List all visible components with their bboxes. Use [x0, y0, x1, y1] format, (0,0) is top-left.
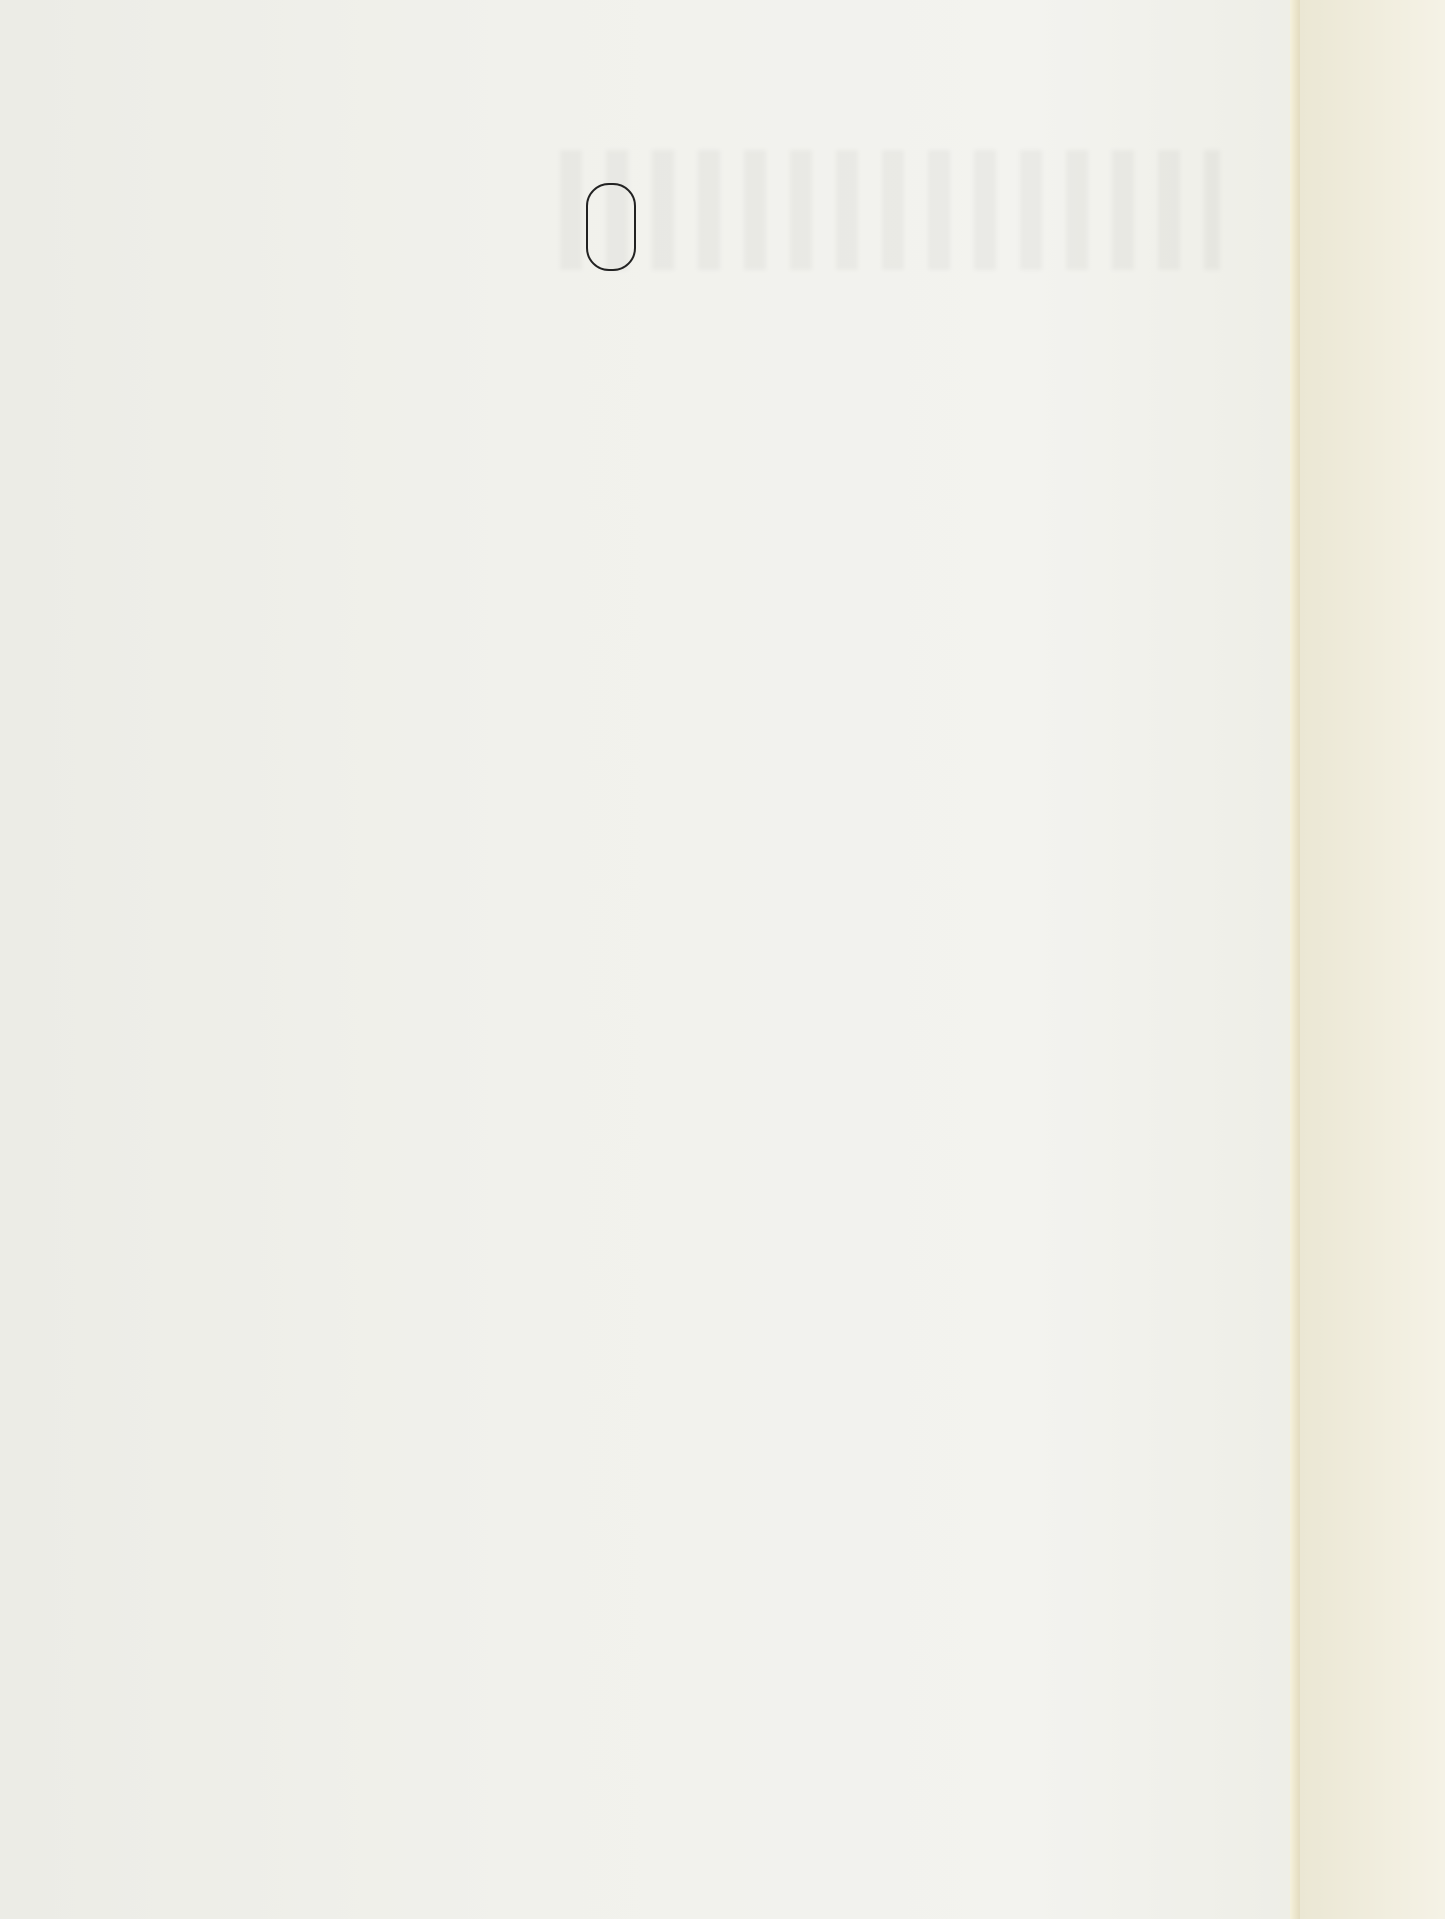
adjacent-page	[1300, 0, 1445, 1919]
page-edge	[1290, 0, 1300, 1919]
chapter-label-badge	[586, 183, 636, 271]
bleed-through-shadow	[560, 150, 1220, 270]
